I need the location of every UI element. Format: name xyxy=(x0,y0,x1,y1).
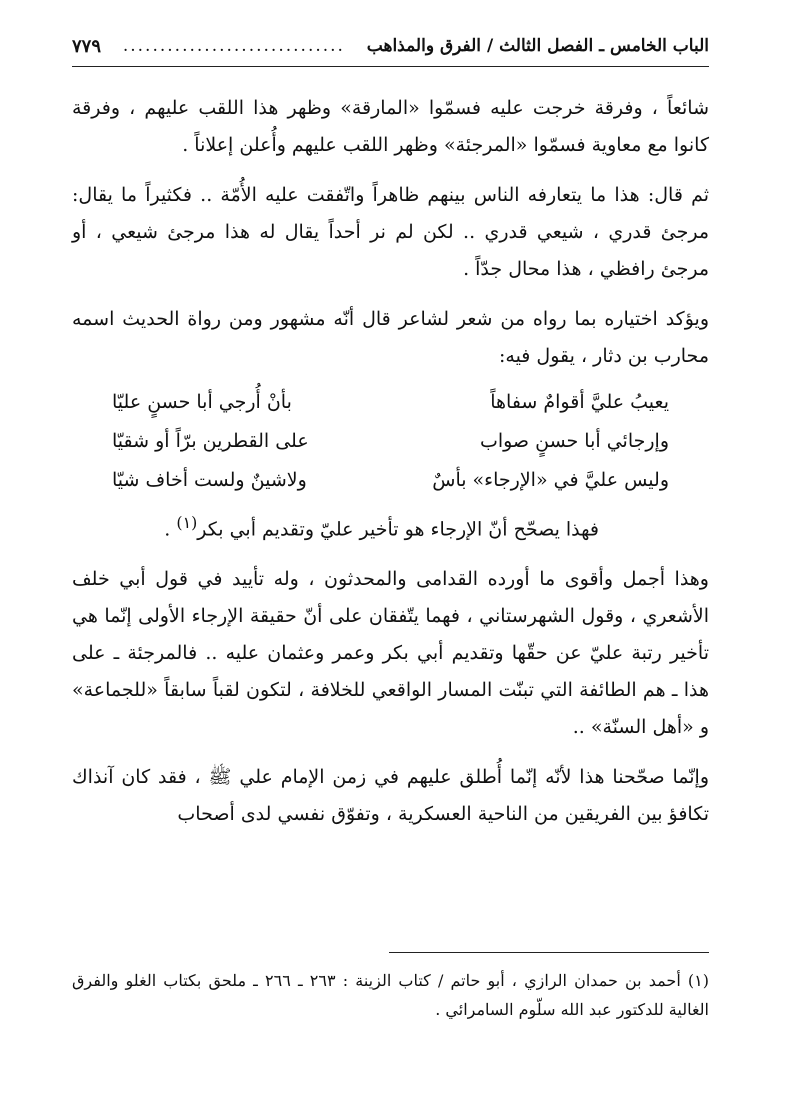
poem-verse-3 xyxy=(112,461,669,500)
running-header xyxy=(72,30,709,62)
footnote-divider xyxy=(389,952,709,953)
footnote-text: (١) أحمد بن حمدان الرازي ، أبو حاتم / كتاب الزينة : ٢٦٣ ـ ٢٦٦ ـ ملحق بكتاب الغلو والفرق الغالية للدكتور عبد الله سلّوم السامرائي . xyxy=(72,971,709,1019)
poem-conclusion-end: . xyxy=(164,518,171,541)
footnote-reference[interactable]: (١) xyxy=(176,513,198,532)
poem-conclusion-text: فهذا يصحّح أنّ الإرجاء هو تأخير عليّ وتقديم أبي بكر xyxy=(197,518,599,541)
poem-hemistich-first: وليس عليَّ في «الإرجاء» بأسٌ xyxy=(432,469,669,491)
paragraph-5: وإنّما صحّحنا هذا لأنّه إنّما أُطلق عليهم في زمن الإمام علي ﷺ ، فقد كان آنذاك تكافؤ بين الفريقين من الناحية العسكرية ، وتفوّق نفسي لدى أصحاب xyxy=(72,766,709,826)
poem-block xyxy=(72,383,709,500)
paragraph-3: ويؤكد اختياره بما رواه من شعر لشاعر قال أنّه مشهور ومن رواة الحديث اسمه محارب بن دثار ، يقول فيه: xyxy=(72,308,709,367)
poem-hemistich-first: وإرجائي أبا حسنٍ صواب xyxy=(479,430,669,452)
poem-hemistich-second: بأنْ أُرجي أبا حسنٍ عليّا xyxy=(112,391,292,413)
poem-hemistich-second: على القطرين برّاً أو شقيّا xyxy=(112,430,309,452)
header-leader-dots: .............................. xyxy=(122,36,345,56)
footnote xyxy=(72,966,709,1024)
poem-verse-1 xyxy=(112,383,669,422)
page-number: ٧٧٩ xyxy=(72,35,102,57)
paragraph-4: وهذا أجمل وأقوى ما أورده القدامى والمحدثون ، وله تأييد في قول أبي خلف الأشعري ، وقول الشهرستاني ، فهما يتّفقان على أنّ حقيقة الإرجاء الأولى إنّما هي تأخير رتبة عليّ عن حقّها وتقديم أبي بكر وعمر وعثمان عليه .. فالمرجئة ـ على هذا ـ هم الطائفة التي تبنّت المسار الواقعي للخلافة ، لتكون لقباً سابقاً «للجماعة» و «أهل السنّة» .. xyxy=(72,568,709,739)
paragraph-2: ثم قال: هذا ما يتعارفه الناس بينهم ظاهراً واتّفقت عليه الأُمّة .. فكثيراً ما يقال: مرجئ قدري ، شيعي قدري .. لكن لم نر أحداً يقال له هذا مرجئ شيعي ، أو مرجئ رافظي ، هذا محال جدّاً . xyxy=(72,184,709,280)
main-text xyxy=(72,90,709,833)
paragraph-1: شائعاً ، وفرقة خرجت عليه فسمّوا «المارقة» وظهر هذا اللقب عليهم ، وفرقة كانوا مع معاوية فسمّوا «المرجئة» وظهر اللقب عليهم وأُعلن إعلاناً . xyxy=(72,97,709,156)
poem-hemistich-second: ولاشينٌ ولست أخاف شيّا xyxy=(112,469,307,491)
poem-conclusion xyxy=(72,504,709,548)
poem-verse-2 xyxy=(112,422,669,461)
chapter-title: الباب الخامس ـ الفصل الثالث / الفرق والمذاهب xyxy=(366,36,709,56)
header-divider xyxy=(72,66,709,67)
poem-hemistich-first: يعيبُ عليَّ أقوامٌ سفاهاً xyxy=(490,391,669,413)
